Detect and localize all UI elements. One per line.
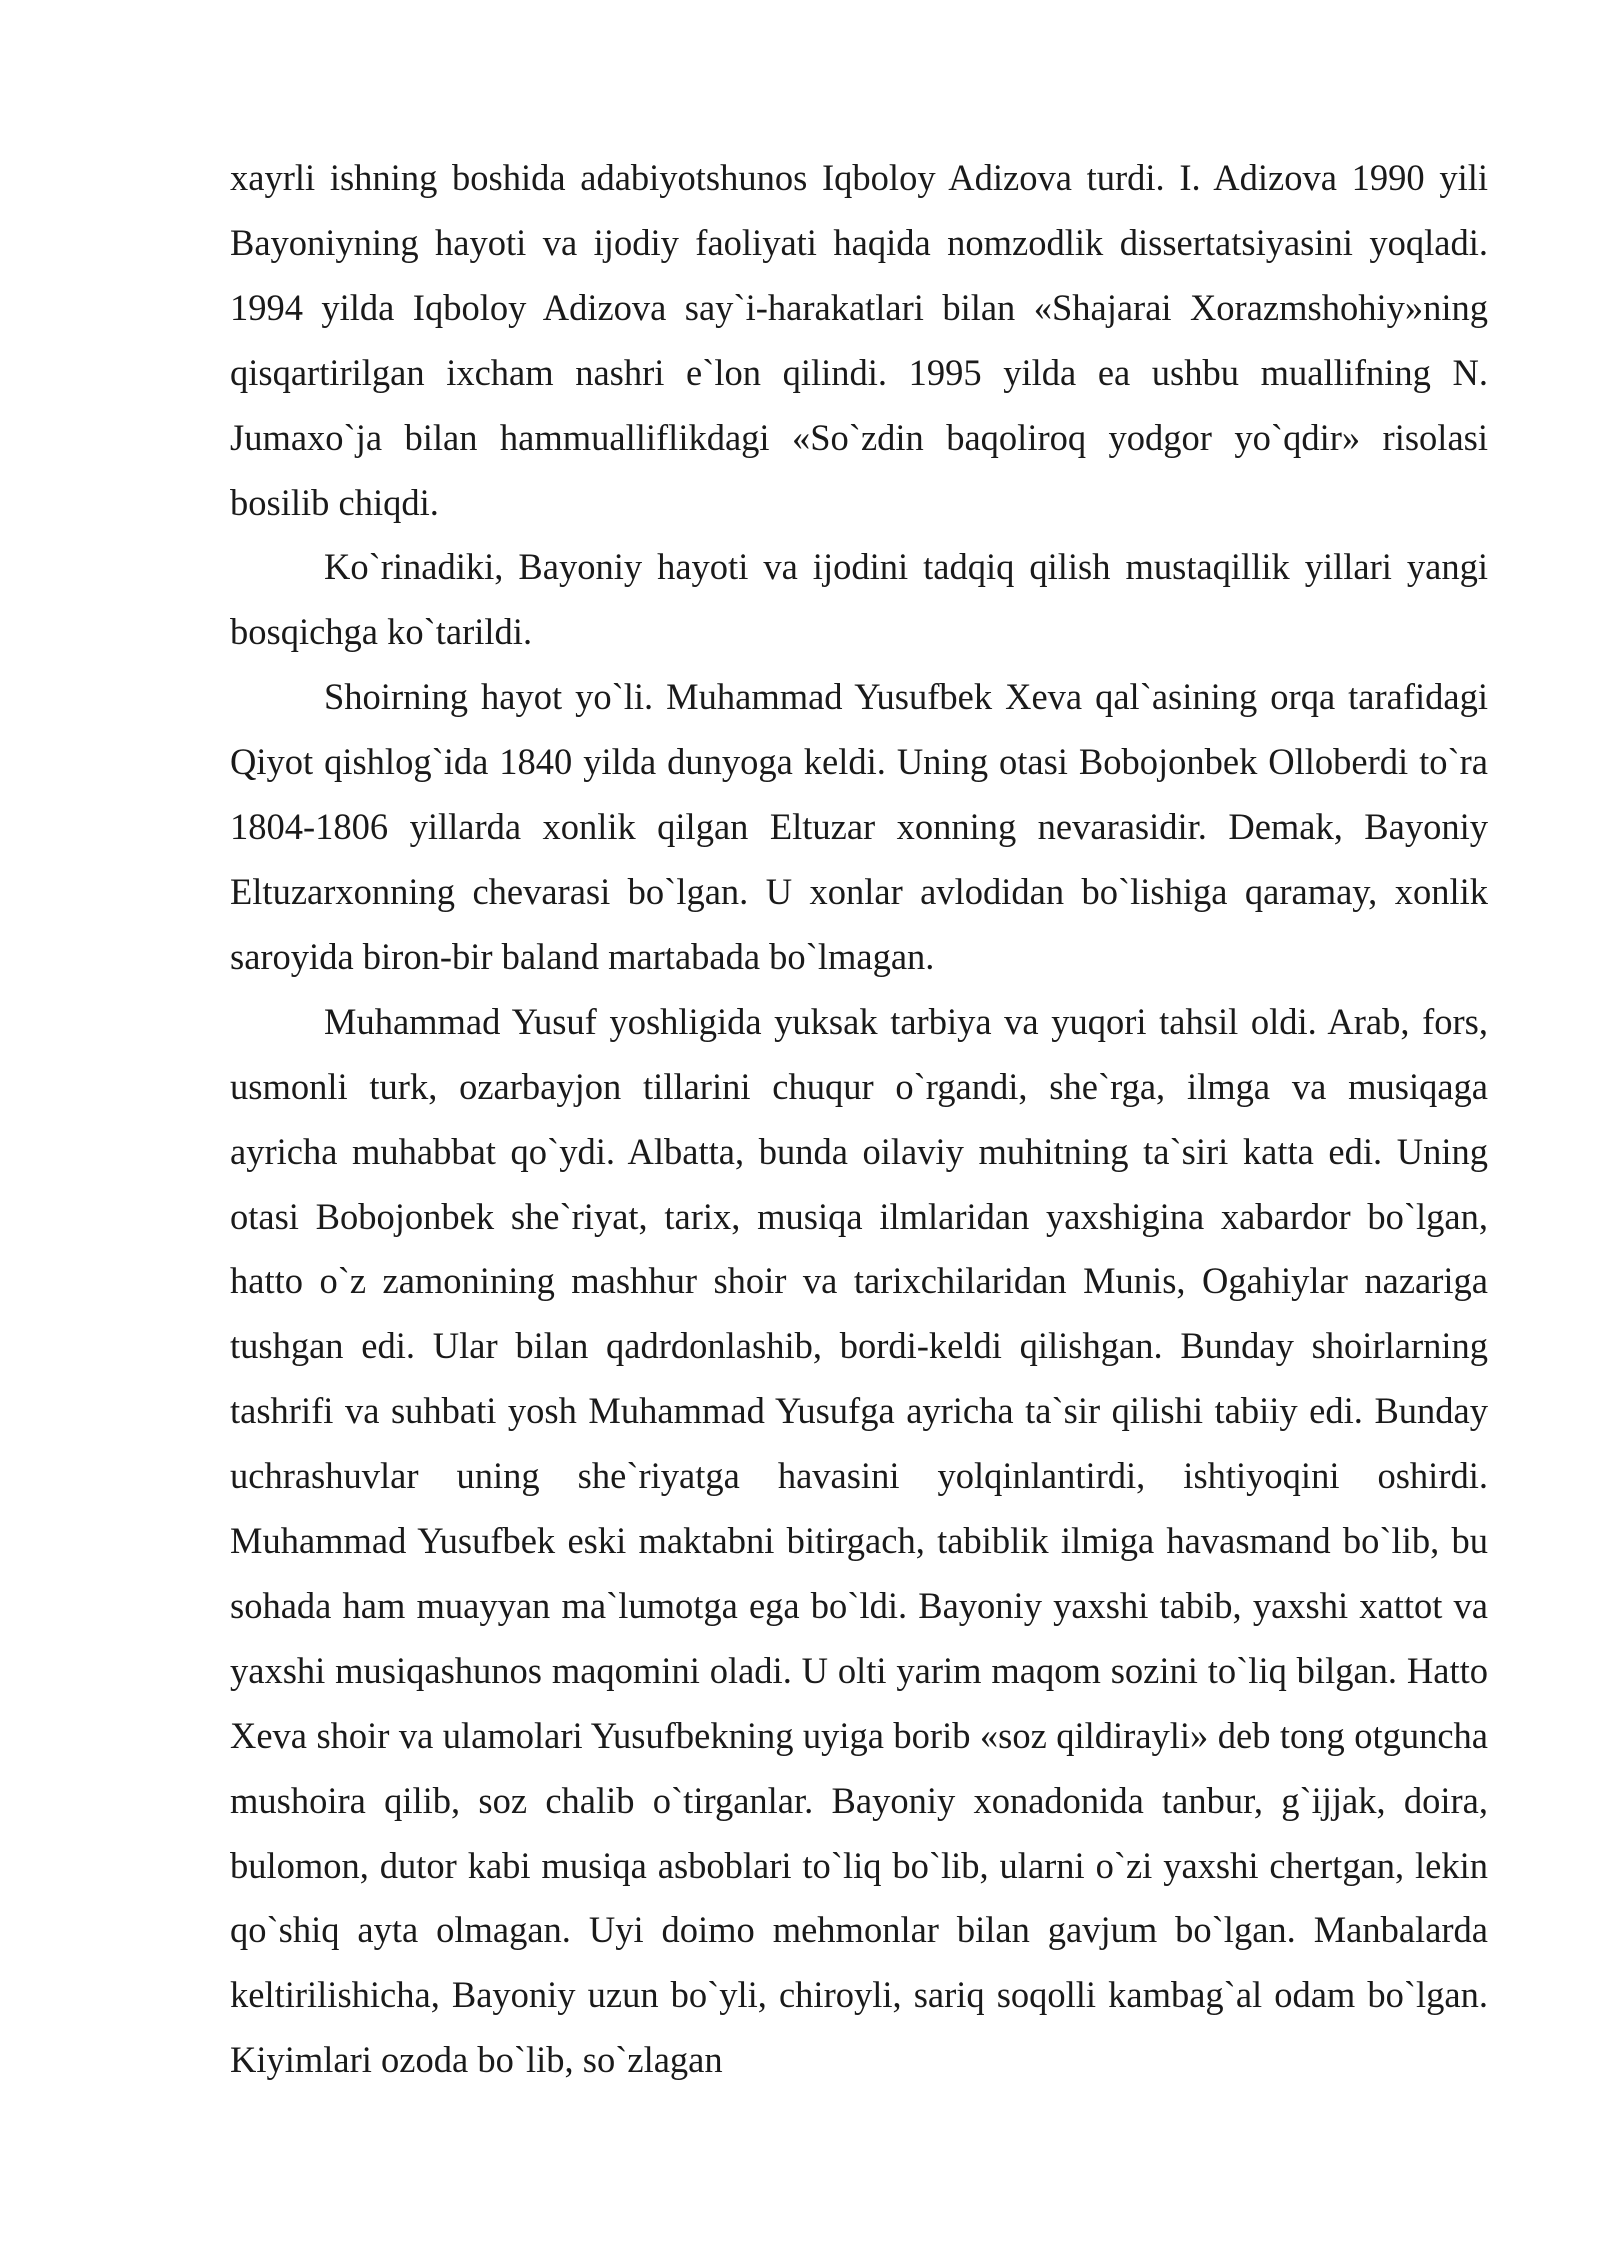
paragraph-life-path: Shoirning hayot yo`li. Muhammad Yusufbek Xeva qal`asining orqa tarafidagi Qiyot qishlog`ida 1840 yilda dunyoga keldi. Uning otasi Bobojonbek Olloberdi to`ra 1804-1806 yillarda xonlik qilgan Eltuzar xonning nevarasidir. Demak, Bayoniy Eltuzarxonning chevarasi bo`lgan. U xonlar avlodidan bo`lishiga qaramay, xonlik saroyida biron-bir baland martabada bo`lmagan. xyxy=(230,676,1488,977)
paragraph-intro: xayrli ishning boshida adabiyotshunos Iqboloy Adizova turdi. I. Adizova 1990 yili Bayoniyning hayoti va ijodiy faoliyati haqida nomzodlik dissertatsiyasini yoqladi. 1994 yilda Iqboloy Adizova say`i-harakatlari bilan «Shajarai Xorazmshohiy»ning qisqartirilgan ixcham nashri e`lon qilindi. 1995 yilda ea ushbu muallifning N. Jumaxo`ja bilan hammualliflikdagi «So`zdin baqoliroq yodgor yo`qdir» risolasi bosilib chiqdi. xyxy=(230,157,1488,523)
paragraph-conclusion: Ko`rinadiki, Bayoniy hayoti va ijodini tadqiq qilish mustaqillik yillari yangi bosqichga ko`tarildi. xyxy=(230,546,1488,653)
paragraph-education: Muhammad Yusuf yoshligida yuksak tarbiya va yuqori tahsil oldi. Arab, fors, usmonli turk, ozarbayjon tillarini chuqur o`rgandi, she`rga, ilmga va musiqaga ayricha muhabbat qo`ydi. Albatta, bunda oilaviy muhitning ta`siri katta edi. Uning otasi Bobojonbek she`riyat, tarix, musiqa ilmlaridan yaxshigina xabardor bo`lgan, hatto o`z zamonining mashhur shoir va tarixchilaridan Munis, Ogahiylar nazariga tushgan edi. Ular bilan qadrdonlashib, bordi-keldi qilishgan. Bunday shoirlarning tashrifi va suhbati yosh Muhammad Yusufga ayricha ta`sir qilishi tabiiy edi. Bunday uchrashuvlar uning she`riyatga havasini yolqinlantirdi, ishtiyoqini oshirdi. Muhammad Yusufbek eski maktabni bitirgach, tabiblik ilmiga havasmand bo`lib, bu sohada ham muayyan ma`lumotga ega bo`ldi. Bayoniy yaxshi tabib, yaxshi xattot va yaxshi musiqashunos maqomini oladi. U olti yarim maqom sozini to`liq bilgan. Hatto Xeva shoir va ulamolari Yusufbekning uyiga borib «soz qildirayli» deb tong otguncha mushoira qilib, soz chalib o`tirganlar. Bayoniy xonadonida tanbur, g`ijjak, doira, bulomon, dutor kabi musiqa asboblari to`liq bo`lib, ularni o`zi yaxshi chertgan, lekin qo`shiq ayta olmagan. Uyi doimo mehmonlar bilan gavjum bo`lgan. Manbalarda keltirilishicha, Bayoniy uzun bo`yli, chiroyli, sariq soqolli kambag`al odam bo`lgan. Kiyimlari ozoda bo`lib, so`zlagan xyxy=(230,1000,1488,2081)
document-body xyxy=(230,146,1488,2093)
